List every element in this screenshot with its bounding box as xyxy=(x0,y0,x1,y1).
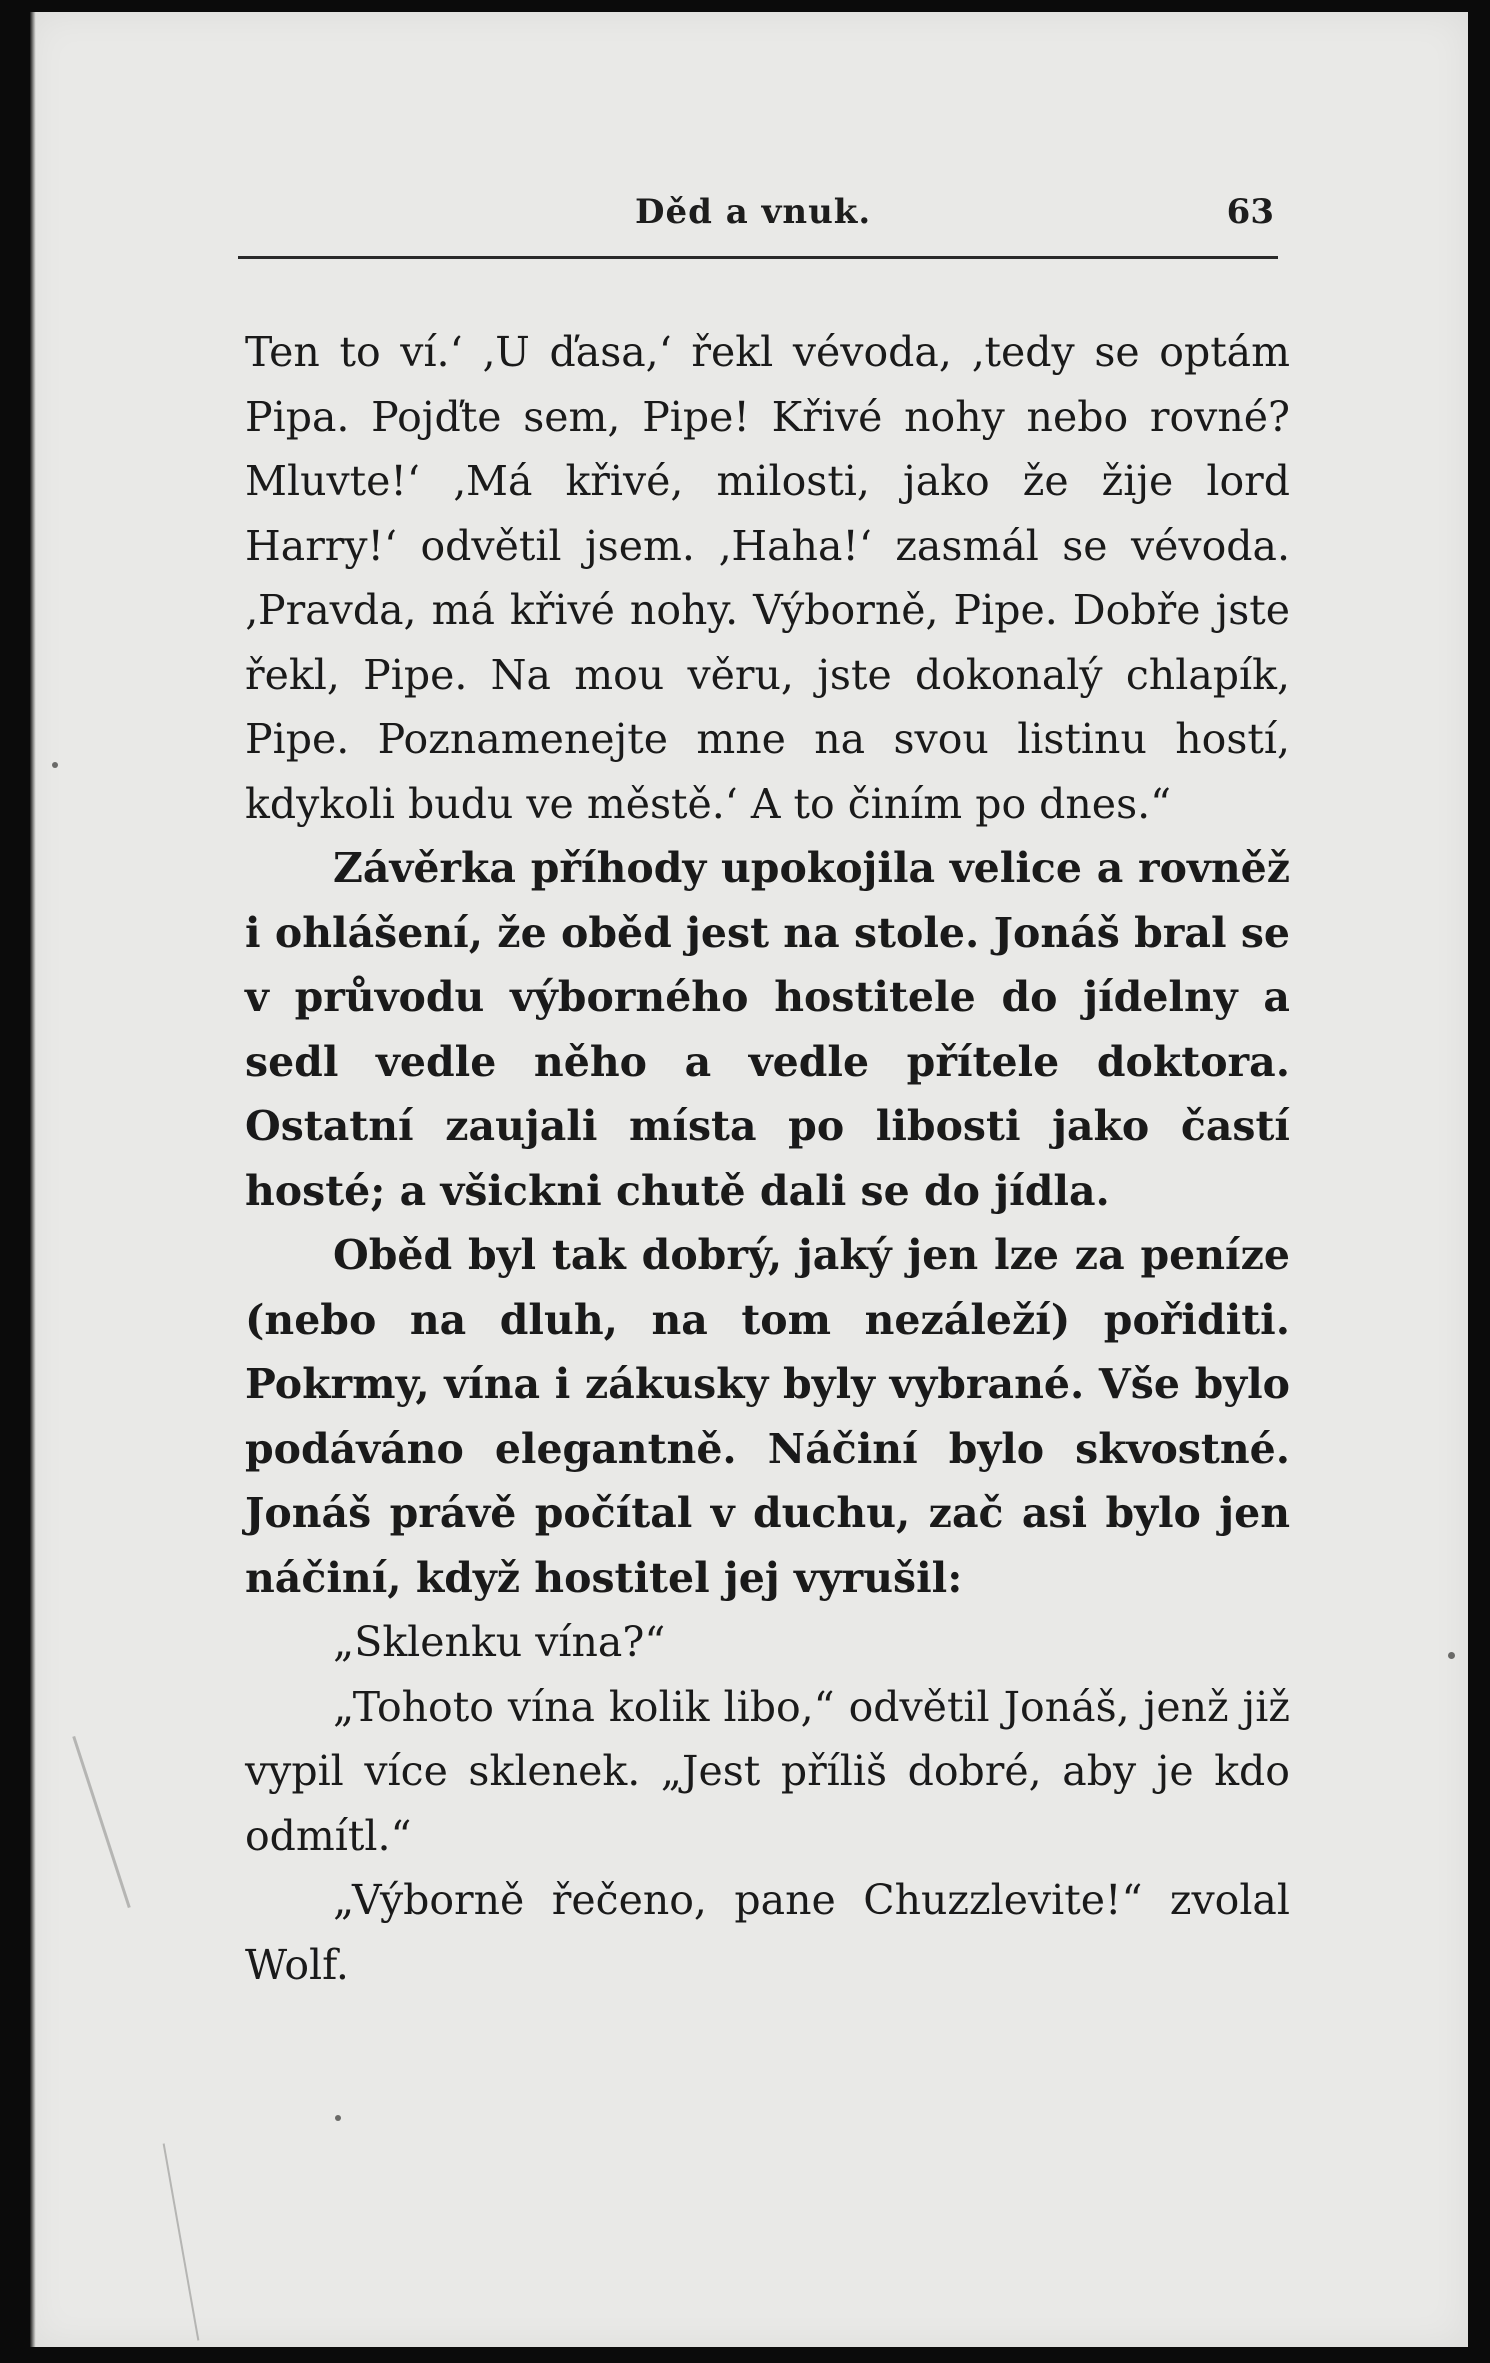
page-header xyxy=(240,192,1280,248)
running-title: Děd a vnuk. xyxy=(635,192,872,232)
page-binding-edge xyxy=(30,12,36,2347)
scan-speck xyxy=(1448,1652,1455,1659)
paragraph-4: „Sklenku vína?“ xyxy=(333,1618,666,1666)
body-text xyxy=(245,320,1290,1997)
paragraph-1: Ten to ví.‘ ‚U ďasa,‘ řekl vévoda, ‚tedy se optám Pipa. Pojďte sem, Pipe! Křivé nohy nebo rovné? Mluvte!‘ ‚Má křivé, milosti, jako že žije lord Harry!‘ odvětil jsem. ‚Haha!‘ zasmál se vévoda. ‚Pravda, má křivé nohy. Výborně, Pipe. Dobře jste řekl, Pipe. Na mou věru, jste dokonalý chlapík, Pipe. Poznamenejte mne na svou listinu hostí, kdykoli budu ve městě.‘ A to činím po dnes.“ xyxy=(245,328,1290,828)
book-page xyxy=(30,12,1468,2347)
scan-speck xyxy=(335,2115,341,2121)
scan-scratch xyxy=(163,2143,200,2340)
paragraph-6: „Výborně řečeno, pane Chuzzlevite!“ zvolal Wolf. xyxy=(245,1876,1290,1989)
header-rule xyxy=(238,256,1278,259)
paragraph-5: „Tohoto vína kolik libo,“ odvětil Jonáš, jenž již vypil více sklenek. „Jest příliš dobré, aby je kdo odmítl.“ xyxy=(245,1682,1290,1860)
scan-speck xyxy=(52,762,58,768)
scan-scratch xyxy=(72,1736,130,1908)
page-number: 63 xyxy=(1226,192,1274,232)
paragraph-2: Závěrka příhody upokojila velice a rovněž i ohlášení, že oběd jest na stole. Jonáš bral se v průvodu výborného hostitele do jídelny a sedl vedle něho a vedle přítele doktora. Ostatní zaujali místa po libosti jako častí hosté; a všickni chutě dali se do jídla. xyxy=(245,844,1290,1215)
paragraph-3: Oběd byl tak dobrý, jaký jen lze za peníze (nebo na dluh, na tom nezáleží) pořiditi. Pokrmy, vína i zákusky byly vybrané. Vše bylo podáváno elegantně. Náčiní bylo skvostné. Jonáš právě počítal v duchu, zač asi bylo jen náčiní, když hostitel jej vyrušil: xyxy=(245,1231,1290,1602)
